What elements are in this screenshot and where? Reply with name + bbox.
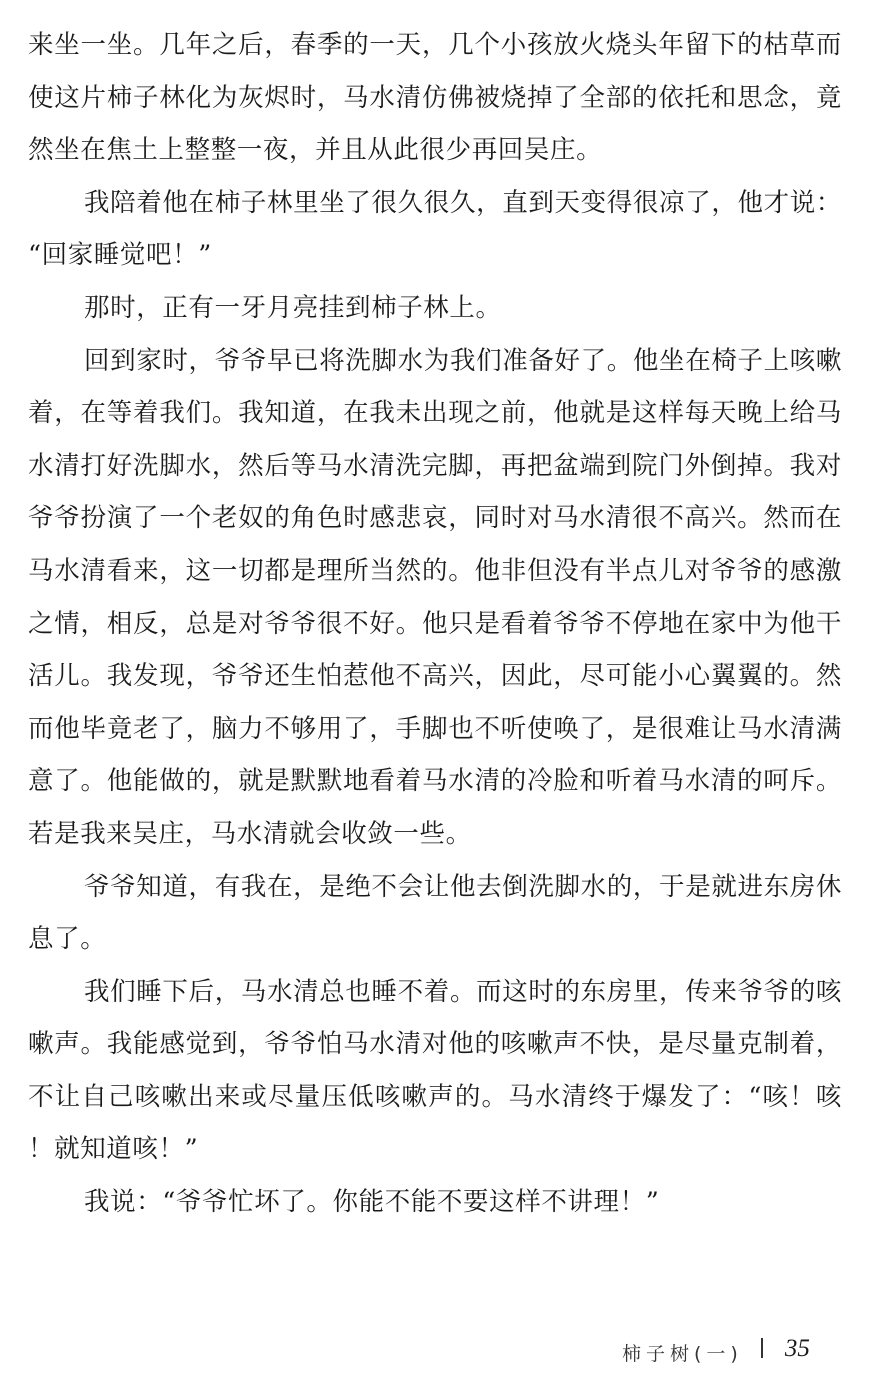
paragraph-7: 我说：“爷爷忙坏了。你能不能不要这样不讲理！” [84,1187,660,1218]
paragraph-6: 我们睡下后，马水清总也睡不着。而这时的东房里，传来爷爷的咳嗽声。我能感觉到，爷爷怕马水清对他的咳嗽声不快，是尽量克制着，不让自己咳嗽出来或尽量压低咳嗽声的。马水清终于爆发了：“咳！咳！就知道咳！” [28,976,842,1165]
paragraph-5: 爷爷知道，有我在，是绝不会让他去倒洗脚水的，于是就进东房休息了。 [28,871,842,955]
paragraph-1: 来坐一坐。几年之后，春季的一天，几个小孩放火烧头年留下的枯草而使这片柿子林化为灰烬时，马水清仿佛被烧掉了全部的依托和思念，竟然坐在焦土上整整一夜，并且从此很少再回吴庄。 [28,30,842,166]
paragraph-2: 我陪着他在柿子林里坐了很久很久，直到天变得很凉了，他才说：“回家睡觉吧！” [28,187,842,271]
running-title: 柿子树(一) [622,1342,743,1365]
page-body [28,19,842,1229]
paragraph-3: 那时，正有一牙月亮挂到柿子林上。 [84,292,502,323]
footer-separator [761,1338,763,1358]
page-number: 35 [784,1335,810,1362]
page-footer [622,1332,810,1372]
paragraph-4: 回到家时，爷爷早已将洗脚水为我们准备好了。他坐在椅子上咳嗽着，在等着我们。我知道，在我未出现之前，他就是这样每天晚上给马水清打好洗脚水，然后等马水清洗完脚，再把盆端到院门外倒掉。我对爷爷扮演了一个老奴的角色时感悲哀，同时对马水清很不高兴。然而在马水清看来，这一切都是理所当然的。他非但没有半点儿对爷爷的感激之情，相反，总是对爷爷很不好。他只是看着爷爷不停地在家中为他干活儿。我发现，爷爷还生怕惹他不高兴，因此，尽可能小心翼翼的。然而他毕竟老了，脑力不够用了，手脚也不听使唤了，是很难让马水清满意了。他能做的，就是默默地看着马水清的冷脸和听着马水清的呵斥。若是我来吴庄，马水清就会收敛一些。 [28,345,842,849]
